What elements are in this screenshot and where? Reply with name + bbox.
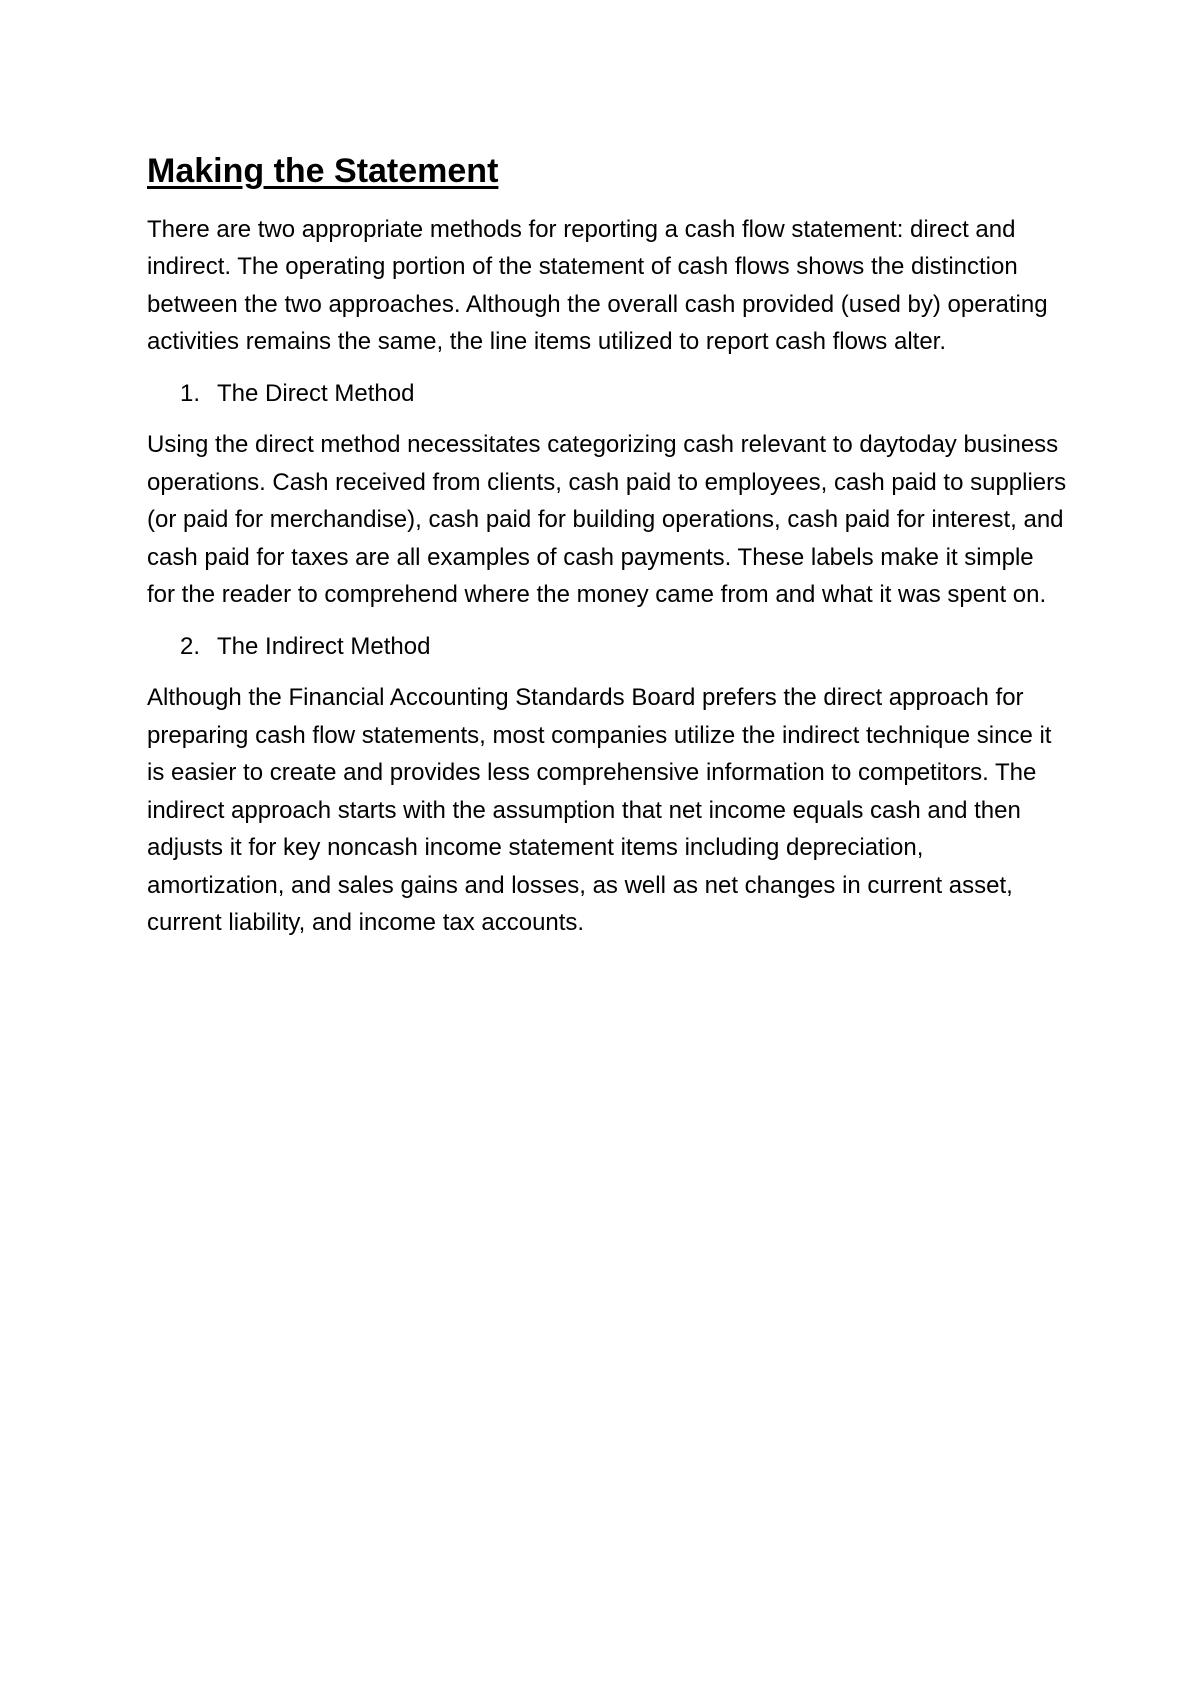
section-heading-direct-method: [147, 375, 1067, 413]
direct-method-paragraph: Using the direct method necessitates categorizing cash relevant to daytoday business operations. Cash received from clients, cash paid to employees, cash paid to suppliers (or paid for merchandise), cash paid for building operations, cash paid for interest, and cash paid for taxes are all examples of cash payments. These labels make it simple for the reader to comprehend where the money came from and what it was spent on.: [147, 431, 1067, 608]
indirect-method-paragraph: Although the Financial Accounting Standards Board prefers the direct approach for preparing cash flow statements, most companies utilize the indirect technique since it is easier to create and provides less comprehensive information to competitors. The indirect approach starts with the assumption that net income equals cash and then adjusts it for key noncash income statement items including depreciation, amortization, and sales gains and losses, as well as net changes in current asset, current liability, and income tax accounts.: [147, 684, 1052, 936]
document-title: Making the Statement: [147, 152, 499, 190]
section-number: 2.: [180, 632, 201, 660]
section-heading-label: The Direct Method: [217, 379, 415, 407]
section-heading-label: The Indirect Method: [217, 632, 431, 660]
section-number: 1.: [180, 379, 201, 407]
document-content: [147, 150, 1067, 956]
section-heading-indirect-method: [147, 628, 1067, 666]
intro-paragraph: There are two appropriate methods for reporting a cash flow statement: direct and indirect. The operating portion of the statement of cash flows shows the distinction between the two approaches. Although the overall cash provided (used by) operating activities remains the same, the line items utilized to report cash flows alter.: [147, 215, 1048, 355]
